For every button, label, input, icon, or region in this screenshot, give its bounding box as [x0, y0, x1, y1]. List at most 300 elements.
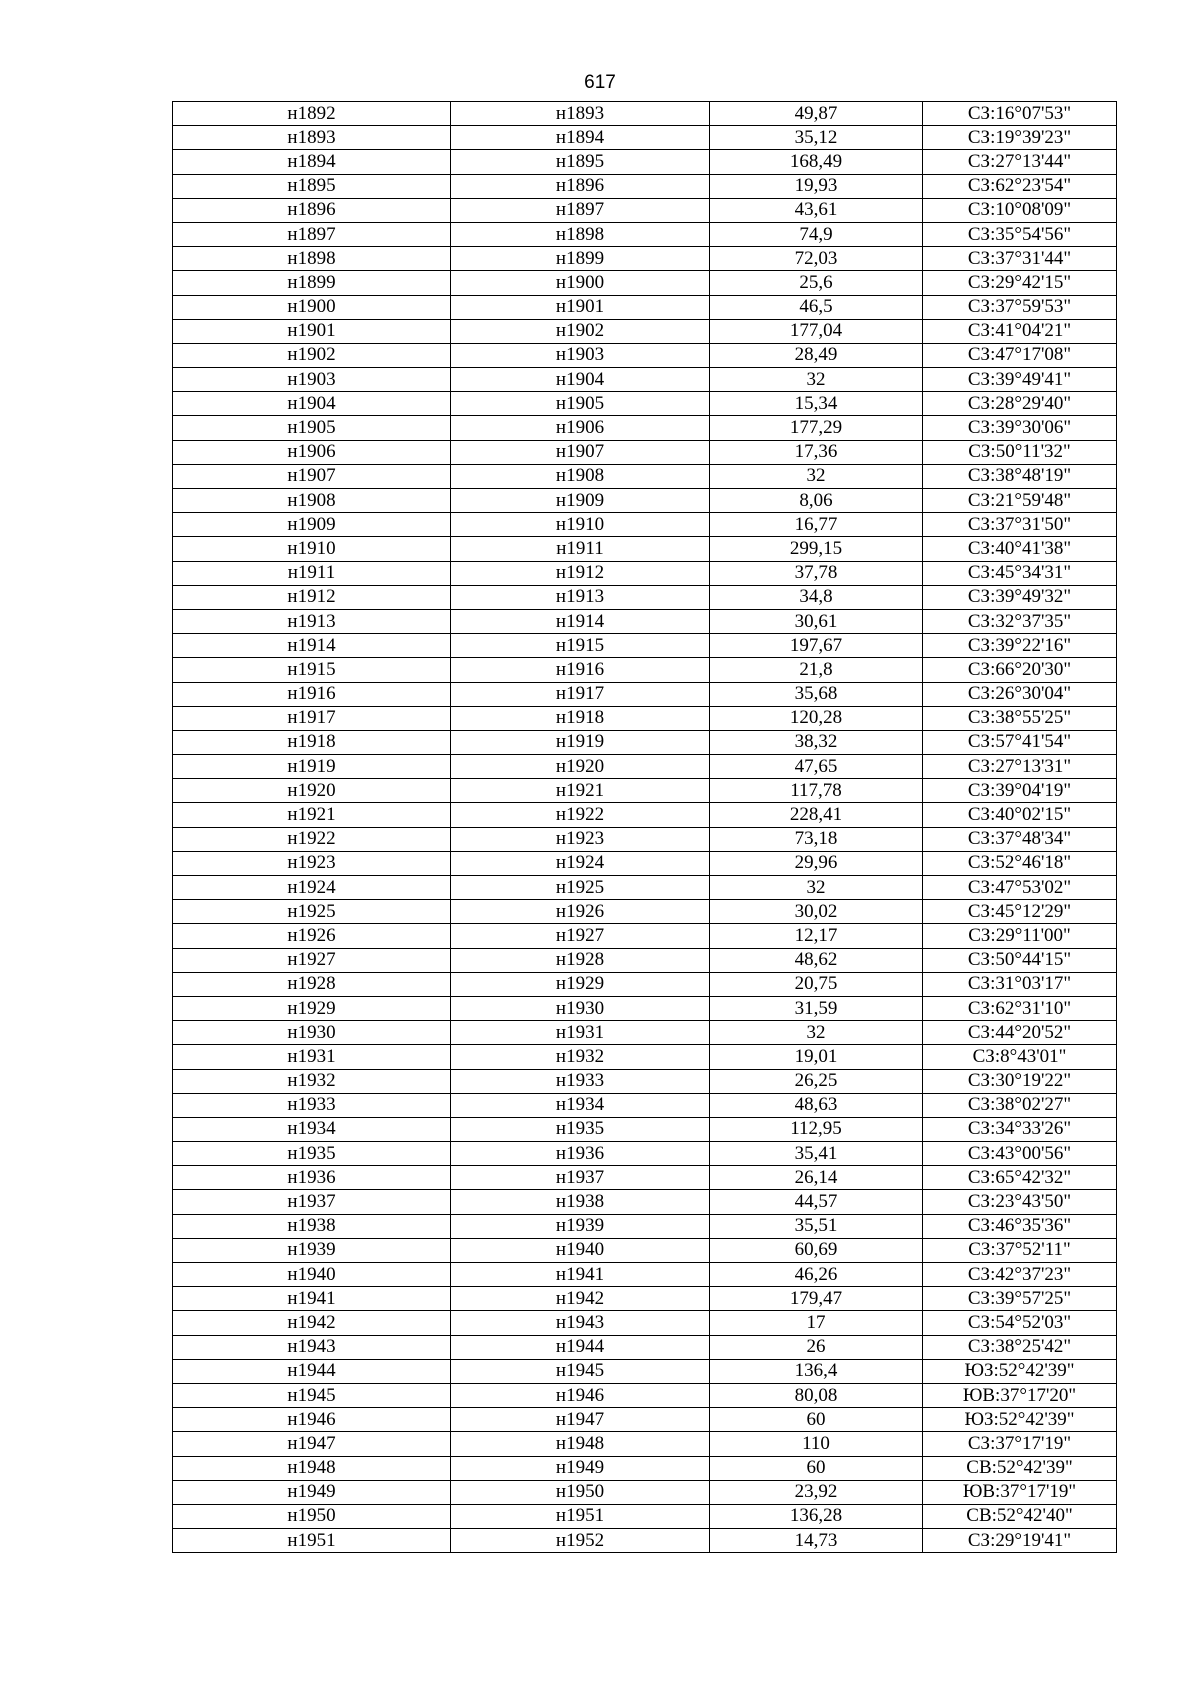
table-row: [173, 948, 1117, 972]
bearing-cell: СЗ:39°30'06": [923, 416, 1117, 440]
point-from-cell: н1901: [173, 319, 451, 343]
point-from-cell: н1909: [173, 513, 451, 537]
bearing-cell: СЗ:42°37'23": [923, 1263, 1117, 1287]
point-from-cell: н1893: [173, 126, 451, 150]
table-row: [173, 827, 1117, 851]
point-from-cell: н1899: [173, 271, 451, 295]
table-row: [173, 537, 1117, 561]
point-from-cell: н1934: [173, 1117, 451, 1141]
bearing-cell: СЗ:47°53'02": [923, 876, 1117, 900]
bearing-cell: СЗ:45°12'29": [923, 900, 1117, 924]
page-number: 617: [584, 72, 616, 93]
bearing-cell: СЗ:57°41'54": [923, 730, 1117, 754]
point-from-cell: н1904: [173, 392, 451, 416]
distance-cell: 19,01: [710, 1045, 923, 1069]
point-from-cell: н1910: [173, 537, 451, 561]
table-row: [173, 319, 1117, 343]
bearing-cell: СЗ:38°48'19": [923, 464, 1117, 488]
point-to-cell: н1896: [451, 174, 710, 198]
point-to-cell: н1906: [451, 416, 710, 440]
point-from-cell: н1924: [173, 876, 451, 900]
point-from-cell: н1945: [173, 1383, 451, 1407]
bearing-cell: ЮВ:37°17'19": [923, 1480, 1117, 1504]
point-from-cell: н1941: [173, 1287, 451, 1311]
point-to-cell: н1936: [451, 1142, 710, 1166]
table-row: [173, 876, 1117, 900]
point-to-cell: н1946: [451, 1383, 710, 1407]
bearing-cell: СЗ:37°31'44": [923, 247, 1117, 271]
table-row: [173, 1408, 1117, 1432]
distance-cell: 117,78: [710, 779, 923, 803]
table-row: [173, 706, 1117, 730]
point-from-cell: н1947: [173, 1432, 451, 1456]
point-to-cell: н1935: [451, 1117, 710, 1141]
point-from-cell: н1939: [173, 1238, 451, 1262]
distance-cell: 17: [710, 1311, 923, 1335]
bearing-cell: СЗ:39°04'19": [923, 779, 1117, 803]
point-to-cell: н1915: [451, 634, 710, 658]
point-from-cell: н1898: [173, 247, 451, 271]
distance-cell: 34,8: [710, 585, 923, 609]
point-to-cell: н1918: [451, 706, 710, 730]
distance-cell: 26: [710, 1335, 923, 1359]
bearing-cell: ЮЗ:52°42'39": [923, 1408, 1117, 1432]
distance-cell: 168,49: [710, 150, 923, 174]
distance-cell: 35,51: [710, 1214, 923, 1238]
point-to-cell: н1922: [451, 803, 710, 827]
distance-cell: 73,18: [710, 827, 923, 851]
distance-cell: 32: [710, 464, 923, 488]
point-from-cell: н1922: [173, 827, 451, 851]
distance-cell: 30,61: [710, 609, 923, 633]
point-from-cell: н1903: [173, 368, 451, 392]
point-from-cell: н1942: [173, 1311, 451, 1335]
table-row: [173, 924, 1117, 948]
point-to-cell: н1928: [451, 948, 710, 972]
point-from-cell: н1892: [173, 102, 451, 126]
table-row: [173, 295, 1117, 319]
table-row: [173, 609, 1117, 633]
point-from-cell: н1917: [173, 706, 451, 730]
point-to-cell: н1920: [451, 755, 710, 779]
bearing-cell: СЗ:27°13'44": [923, 150, 1117, 174]
bearing-cell: СЗ:10°08'09": [923, 198, 1117, 222]
point-to-cell: н1894: [451, 126, 710, 150]
bearing-cell: СЗ:29°42'15": [923, 271, 1117, 295]
table-row: [173, 779, 1117, 803]
bearing-cell: СЗ:50°11'32": [923, 440, 1117, 464]
table-row: [173, 464, 1117, 488]
table-row: [173, 996, 1117, 1020]
table-row: [173, 150, 1117, 174]
bearing-cell: СЗ:41°04'21": [923, 319, 1117, 343]
table-row: [173, 972, 1117, 996]
distance-cell: 136,28: [710, 1504, 923, 1528]
point-to-cell: н1900: [451, 271, 710, 295]
bearing-cell: СЗ:38°25'42": [923, 1335, 1117, 1359]
table-row: [173, 1335, 1117, 1359]
point-to-cell: н1942: [451, 1287, 710, 1311]
bearing-cell: СЗ:31°03'17": [923, 972, 1117, 996]
table-row: [173, 900, 1117, 924]
point-to-cell: н1932: [451, 1045, 710, 1069]
point-from-cell: н1895: [173, 174, 451, 198]
bearing-cell: ЮВ:37°17'20": [923, 1383, 1117, 1407]
point-to-cell: н1937: [451, 1166, 710, 1190]
point-from-cell: н1938: [173, 1214, 451, 1238]
table-row: [173, 392, 1117, 416]
distance-cell: 35,68: [710, 682, 923, 706]
point-to-cell: н1921: [451, 779, 710, 803]
bearing-cell: СЗ:39°49'32": [923, 585, 1117, 609]
table-row: [173, 682, 1117, 706]
bearing-cell: СЗ:62°31'10": [923, 996, 1117, 1020]
bearing-cell: СЗ:40°02'15": [923, 803, 1117, 827]
table-body: [173, 102, 1117, 1553]
distance-cell: 60: [710, 1456, 923, 1480]
distance-cell: 14,73: [710, 1529, 923, 1553]
bearing-cell: СЗ:37°59'53": [923, 295, 1117, 319]
point-to-cell: н1929: [451, 972, 710, 996]
table-row: [173, 1021, 1117, 1045]
table-row: [173, 1480, 1117, 1504]
bearing-cell: СЗ:8°43'01": [923, 1045, 1117, 1069]
point-to-cell: н1898: [451, 222, 710, 246]
point-to-cell: н1952: [451, 1529, 710, 1553]
distance-cell: 16,77: [710, 513, 923, 537]
point-from-cell: н1944: [173, 1359, 451, 1383]
table-row: [173, 440, 1117, 464]
point-from-cell: н1948: [173, 1456, 451, 1480]
point-from-cell: н1943: [173, 1335, 451, 1359]
bearing-cell: СЗ:39°49'41": [923, 368, 1117, 392]
table-row: [173, 730, 1117, 754]
point-to-cell: н1908: [451, 464, 710, 488]
point-from-cell: н1914: [173, 634, 451, 658]
distance-cell: 15,34: [710, 392, 923, 416]
bearing-cell: СЗ:38°55'25": [923, 706, 1117, 730]
point-from-cell: н1931: [173, 1045, 451, 1069]
bearing-cell: СВ:52°42'39": [923, 1456, 1117, 1480]
table-row: [173, 513, 1117, 537]
point-from-cell: н1918: [173, 730, 451, 754]
distance-cell: 72,03: [710, 247, 923, 271]
table-row: [173, 416, 1117, 440]
point-to-cell: н1905: [451, 392, 710, 416]
point-to-cell: н1925: [451, 876, 710, 900]
table-row: [173, 634, 1117, 658]
point-from-cell: н1905: [173, 416, 451, 440]
point-to-cell: н1899: [451, 247, 710, 271]
table-row: [173, 1117, 1117, 1141]
distance-cell: 48,62: [710, 948, 923, 972]
point-to-cell: н1949: [451, 1456, 710, 1480]
table-row: [173, 851, 1117, 875]
table-row: [173, 561, 1117, 585]
table-row: [173, 1432, 1117, 1456]
bearing-cell: СЗ:29°19'41": [923, 1529, 1117, 1553]
bearing-cell: СЗ:62°23'54": [923, 174, 1117, 198]
distance-cell: 228,41: [710, 803, 923, 827]
point-to-cell: н1940: [451, 1238, 710, 1262]
table-row: [173, 585, 1117, 609]
point-from-cell: н1933: [173, 1093, 451, 1117]
distance-cell: 48,63: [710, 1093, 923, 1117]
table-row: [173, 1359, 1117, 1383]
bearing-cell: СЗ:46°35'36": [923, 1214, 1117, 1238]
coordinates-table: [172, 101, 1117, 1553]
point-to-cell: н1923: [451, 827, 710, 851]
point-to-cell: н1948: [451, 1432, 710, 1456]
distance-cell: 37,78: [710, 561, 923, 585]
point-to-cell: н1893: [451, 102, 710, 126]
bearing-cell: СЗ:39°57'25": [923, 1287, 1117, 1311]
point-from-cell: н1949: [173, 1480, 451, 1504]
point-to-cell: н1919: [451, 730, 710, 754]
point-from-cell: н1930: [173, 1021, 451, 1045]
point-from-cell: н1932: [173, 1069, 451, 1093]
distance-cell: 21,8: [710, 658, 923, 682]
point-from-cell: н1946: [173, 1408, 451, 1432]
bearing-cell: СВ:52°42'40": [923, 1504, 1117, 1528]
point-from-cell: н1896: [173, 198, 451, 222]
point-from-cell: н1921: [173, 803, 451, 827]
point-to-cell: н1939: [451, 1214, 710, 1238]
point-from-cell: н1911: [173, 561, 451, 585]
table-row: [173, 1238, 1117, 1262]
distance-cell: 32: [710, 368, 923, 392]
point-from-cell: н1927: [173, 948, 451, 972]
bearing-cell: СЗ:54°52'03": [923, 1311, 1117, 1335]
point-to-cell: н1924: [451, 851, 710, 875]
point-from-cell: н1894: [173, 150, 451, 174]
table-row: [173, 658, 1117, 682]
point-from-cell: н1928: [173, 972, 451, 996]
point-to-cell: н1950: [451, 1480, 710, 1504]
point-from-cell: н1929: [173, 996, 451, 1020]
table-row: [173, 1142, 1117, 1166]
distance-cell: 47,65: [710, 755, 923, 779]
point-from-cell: н1915: [173, 658, 451, 682]
distance-cell: 177,04: [710, 319, 923, 343]
point-to-cell: н1901: [451, 295, 710, 319]
point-to-cell: н1944: [451, 1335, 710, 1359]
point-from-cell: н1897: [173, 222, 451, 246]
point-to-cell: н1903: [451, 343, 710, 367]
distance-cell: 25,6: [710, 271, 923, 295]
distance-cell: 120,28: [710, 706, 923, 730]
bearing-cell: СЗ:39°22'16": [923, 634, 1117, 658]
point-from-cell: н1923: [173, 851, 451, 875]
point-from-cell: н1935: [173, 1142, 451, 1166]
point-from-cell: н1908: [173, 489, 451, 513]
distance-cell: 299,15: [710, 537, 923, 561]
distance-cell: 60: [710, 1408, 923, 1432]
distance-cell: 26,25: [710, 1069, 923, 1093]
bearing-cell: СЗ:28°29'40": [923, 392, 1117, 416]
table-row: [173, 1529, 1117, 1553]
point-from-cell: н1906: [173, 440, 451, 464]
distance-cell: 177,29: [710, 416, 923, 440]
table-row: [173, 1456, 1117, 1480]
bearing-cell: СЗ:37°48'34": [923, 827, 1117, 851]
table-row: [173, 126, 1117, 150]
distance-cell: 110: [710, 1432, 923, 1456]
distance-cell: 30,02: [710, 900, 923, 924]
table-row: [173, 271, 1117, 295]
point-from-cell: н1940: [173, 1263, 451, 1287]
point-to-cell: н1934: [451, 1093, 710, 1117]
table-row: [173, 803, 1117, 827]
point-from-cell: н1937: [173, 1190, 451, 1214]
point-from-cell: н1900: [173, 295, 451, 319]
point-to-cell: н1938: [451, 1190, 710, 1214]
distance-cell: 32: [710, 1021, 923, 1045]
point-from-cell: н1950: [173, 1504, 451, 1528]
point-to-cell: н1904: [451, 368, 710, 392]
distance-cell: 74,9: [710, 222, 923, 246]
point-to-cell: н1941: [451, 1263, 710, 1287]
table-row: [173, 755, 1117, 779]
distance-cell: 26,14: [710, 1166, 923, 1190]
table-row: [173, 102, 1117, 126]
point-to-cell: н1897: [451, 198, 710, 222]
bearing-cell: СЗ:65°42'32": [923, 1166, 1117, 1190]
point-from-cell: н1925: [173, 900, 451, 924]
distance-cell: 60,69: [710, 1238, 923, 1262]
table-row: [173, 247, 1117, 271]
bearing-cell: СЗ:37°17'19": [923, 1432, 1117, 1456]
point-to-cell: н1909: [451, 489, 710, 513]
point-to-cell: н1927: [451, 924, 710, 948]
point-from-cell: н1919: [173, 755, 451, 779]
distance-cell: 32: [710, 876, 923, 900]
point-to-cell: н1926: [451, 900, 710, 924]
distance-cell: 38,32: [710, 730, 923, 754]
distance-cell: 8,06: [710, 489, 923, 513]
point-to-cell: н1916: [451, 658, 710, 682]
bearing-cell: СЗ:19°39'23": [923, 126, 1117, 150]
table-row: [173, 1045, 1117, 1069]
table-row: [173, 1190, 1117, 1214]
distance-cell: 46,5: [710, 295, 923, 319]
table-row: [173, 343, 1117, 367]
point-from-cell: н1912: [173, 585, 451, 609]
point-to-cell: н1945: [451, 1359, 710, 1383]
distance-cell: 44,57: [710, 1190, 923, 1214]
point-from-cell: н1926: [173, 924, 451, 948]
distance-cell: 197,67: [710, 634, 923, 658]
distance-cell: 28,49: [710, 343, 923, 367]
distance-cell: 136,4: [710, 1359, 923, 1383]
table-row: [173, 489, 1117, 513]
bearing-cell: СЗ:38°02'27": [923, 1093, 1117, 1117]
table-row: [173, 1069, 1117, 1093]
point-from-cell: н1916: [173, 682, 451, 706]
distance-cell: 43,61: [710, 198, 923, 222]
point-to-cell: н1913: [451, 585, 710, 609]
table-row: [173, 1311, 1117, 1335]
point-to-cell: н1895: [451, 150, 710, 174]
table-row: [173, 1287, 1117, 1311]
table-row: [173, 368, 1117, 392]
bearing-cell: СЗ:34°33'26": [923, 1117, 1117, 1141]
bearing-cell: СЗ:40°41'38": [923, 537, 1117, 561]
point-to-cell: н1902: [451, 319, 710, 343]
bearing-cell: СЗ:26°30'04": [923, 682, 1117, 706]
point-to-cell: н1943: [451, 1311, 710, 1335]
point-to-cell: н1907: [451, 440, 710, 464]
point-to-cell: н1933: [451, 1069, 710, 1093]
distance-cell: 12,17: [710, 924, 923, 948]
bearing-cell: СЗ:23°43'50": [923, 1190, 1117, 1214]
bearing-cell: СЗ:44°20'52": [923, 1021, 1117, 1045]
table-row: [173, 198, 1117, 222]
point-from-cell: н1907: [173, 464, 451, 488]
point-from-cell: н1902: [173, 343, 451, 367]
point-from-cell: н1936: [173, 1166, 451, 1190]
bearing-cell: СЗ:50°44'15": [923, 948, 1117, 972]
distance-cell: 46,26: [710, 1263, 923, 1287]
bearing-cell: СЗ:21°59'48": [923, 489, 1117, 513]
point-to-cell: н1912: [451, 561, 710, 585]
bearing-cell: СЗ:47°17'08": [923, 343, 1117, 367]
point-to-cell: н1931: [451, 1021, 710, 1045]
distance-cell: 29,96: [710, 851, 923, 875]
table-row: [173, 174, 1117, 198]
distance-cell: 112,95: [710, 1117, 923, 1141]
point-to-cell: н1930: [451, 996, 710, 1020]
bearing-cell: СЗ:66°20'30": [923, 658, 1117, 682]
bearing-cell: СЗ:45°34'31": [923, 561, 1117, 585]
point-to-cell: н1914: [451, 609, 710, 633]
distance-cell: 49,87: [710, 102, 923, 126]
bearing-cell: СЗ:16°07'53": [923, 102, 1117, 126]
point-to-cell: н1910: [451, 513, 710, 537]
table-row: [173, 1166, 1117, 1190]
point-to-cell: н1917: [451, 682, 710, 706]
distance-cell: 179,47: [710, 1287, 923, 1311]
bearing-cell: СЗ:43°00'56": [923, 1142, 1117, 1166]
bearing-cell: СЗ:32°37'35": [923, 609, 1117, 633]
point-to-cell: н1951: [451, 1504, 710, 1528]
point-to-cell: н1947: [451, 1408, 710, 1432]
bearing-cell: СЗ:29°11'00": [923, 924, 1117, 948]
bearing-cell: СЗ:30°19'22": [923, 1069, 1117, 1093]
point-from-cell: н1920: [173, 779, 451, 803]
table-row: [173, 1504, 1117, 1528]
distance-cell: 19,93: [710, 174, 923, 198]
bearing-cell: СЗ:27°13'31": [923, 755, 1117, 779]
table-row: [173, 1263, 1117, 1287]
distance-cell: 35,41: [710, 1142, 923, 1166]
point-from-cell: н1951: [173, 1529, 451, 1553]
distance-cell: 17,36: [710, 440, 923, 464]
bearing-cell: СЗ:37°31'50": [923, 513, 1117, 537]
table-row: [173, 1093, 1117, 1117]
point-to-cell: н1911: [451, 537, 710, 561]
bearing-cell: СЗ:35°54'56": [923, 222, 1117, 246]
distance-cell: 20,75: [710, 972, 923, 996]
table-row: [173, 222, 1117, 246]
point-from-cell: н1913: [173, 609, 451, 633]
distance-cell: 23,92: [710, 1480, 923, 1504]
distance-cell: 31,59: [710, 996, 923, 1020]
distance-cell: 80,08: [710, 1383, 923, 1407]
bearing-cell: СЗ:52°46'18": [923, 851, 1117, 875]
bearing-cell: СЗ:37°52'11": [923, 1238, 1117, 1262]
table-row: [173, 1214, 1117, 1238]
